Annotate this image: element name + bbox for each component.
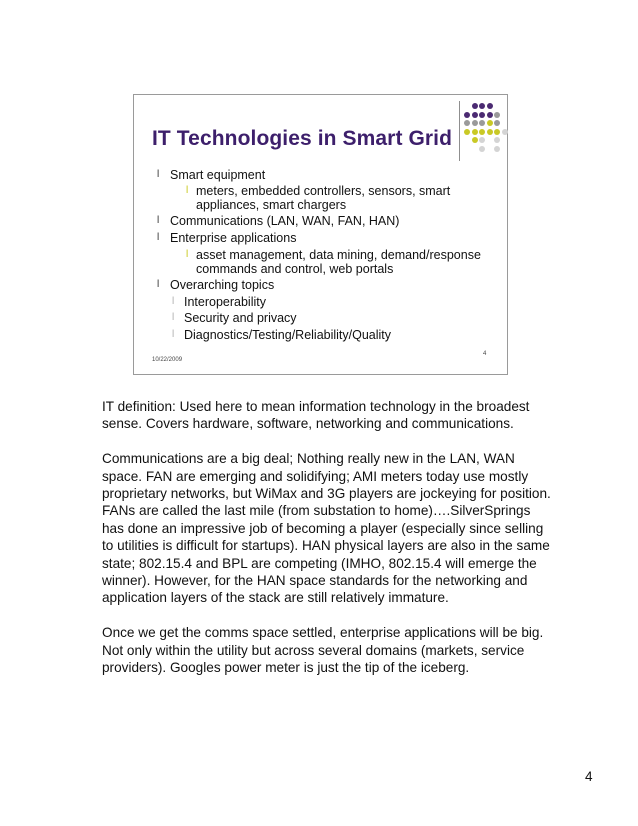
decorative-dot-grid <box>464 103 508 163</box>
bullet-marker: l <box>172 312 175 323</box>
bullet-marker: l <box>157 169 160 180</box>
bullet-marker: l <box>157 279 160 290</box>
bullet-text: Diagnostics/Testing/Reliability/Quality <box>184 328 392 342</box>
bullet-text: Overarching topics <box>170 278 275 292</box>
bullet-text: meters, embedded controllers, sensors, smart <box>196 184 451 198</box>
bullet-text: Communications (LAN, WAN, FAN, HAN) <box>170 214 400 228</box>
speaker-notes <box>102 398 552 694</box>
decorative-dot <box>487 129 493 135</box>
bullet-text: Enterprise applications <box>170 231 297 245</box>
decorative-dot <box>479 146 485 152</box>
bullet-marker: l <box>157 215 160 226</box>
slide-date: 10/22/2009 <box>152 357 183 363</box>
slide-title: IT Technologies in Smart Grid <box>152 127 453 150</box>
bullet-marker: l <box>186 185 189 196</box>
page-number: 4 <box>585 769 593 784</box>
bullet-marker: l <box>172 296 175 307</box>
bullet-marker: l <box>157 232 160 243</box>
decorative-dot <box>487 120 493 126</box>
decorative-divider <box>459 101 460 161</box>
decorative-dot <box>479 120 485 126</box>
decorative-dot <box>464 120 470 126</box>
bullet-text: Security and privacy <box>184 311 297 325</box>
decorative-dot <box>487 112 493 118</box>
bullet-text: appliances, smart chargers <box>196 198 347 212</box>
bullet-text: Interoperability <box>184 295 266 309</box>
decorative-dot <box>487 103 493 109</box>
decorative-dot <box>472 137 478 143</box>
notes-paragraph: Once we get the comms space settled, enterprise applications will be big. Not only within the utility but across several domains (markets, service providers). Googles power meter is just the tip of the iceberg. <box>102 625 544 676</box>
bullet-marker: l <box>172 329 175 340</box>
decorative-dot <box>494 129 500 135</box>
notes-paragraph: IT definition: Used here to mean information technology in the broadest sense. Covers hardware, software, networking and communications. <box>102 399 530 432</box>
decorative-dot <box>479 112 485 118</box>
slide-number: 4 <box>483 351 487 357</box>
bullet-text: Smart equipment <box>170 168 266 182</box>
decorative-dot <box>494 137 500 143</box>
decorative-dot <box>472 120 478 126</box>
decorative-dot <box>494 120 500 126</box>
decorative-dot <box>494 146 500 152</box>
decorative-dot <box>494 112 500 118</box>
bullet-marker: l <box>186 249 189 260</box>
bullet-text: asset management, data mining, demand/response <box>196 248 481 262</box>
decorative-dot <box>479 103 485 109</box>
bullet-text: commands and control, web portals <box>196 262 394 276</box>
decorative-dot <box>479 137 485 143</box>
decorative-dot <box>464 112 470 118</box>
decorative-dot <box>464 129 470 135</box>
decorative-dot <box>472 112 478 118</box>
decorative-dot <box>472 129 478 135</box>
slide-thumbnail <box>133 94 508 375</box>
decorative-dot <box>472 103 478 109</box>
decorative-dot <box>502 129 508 135</box>
notes-paragraph: Communications are a big deal; Nothing really new in the LAN, WAN space. FAN are emerging and solidifying; AMI meters today use mostly proprietary networks, but WiMax and 3G players are jockeying for position. FANs are called the last mile (from substation to home)….SilverSprings has done an impressive job of becoming a player (especially since selling to utilities is difficult for startups). HAN physical layers are also in the same state; 802.15.4 and BPL are competing (IMHO, 802.15.4 will emerge the winner). However, for the HAN space standards for the networking and application layers of the stack are still relatively immature. <box>102 451 551 606</box>
decorative-dot <box>479 129 485 135</box>
